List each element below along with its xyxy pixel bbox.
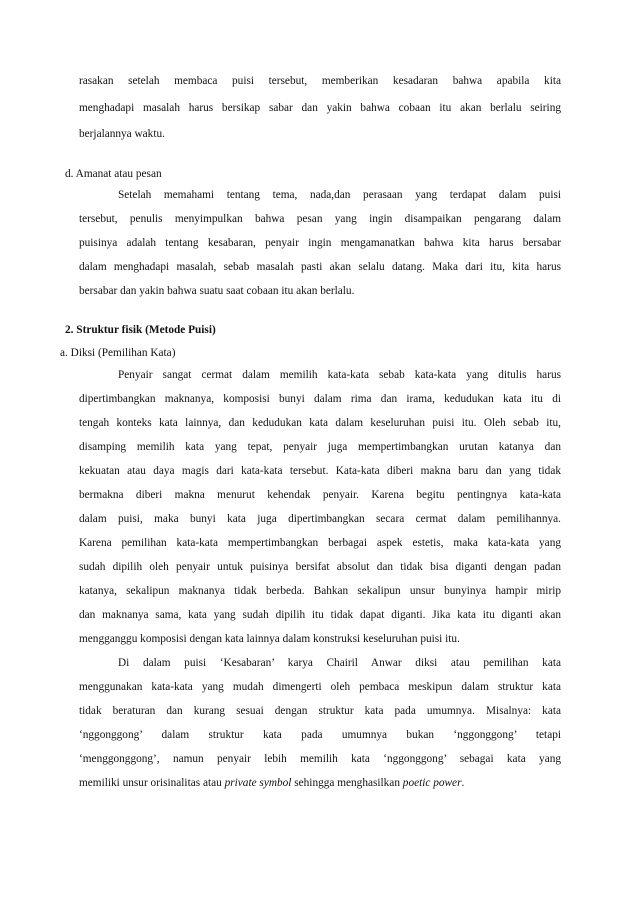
sub-heading-diksi: a. Diksi (Pemilihan Kata)	[60, 347, 176, 359]
paragraph-line: disamping memilih kata yang tepat, penyair juga mempertimbangkan urutan katanya dan	[79, 441, 561, 453]
paragraph-line: Karena pemilihan kata-kata mempertimbangkan berbagai aspek estetis, maka kata-kata yang	[79, 537, 561, 549]
section-heading-amanat: d. Amanat atau pesan	[65, 168, 162, 180]
paragraph-line: tidak beraturan dan kurang sesuai dengan struktur kata pada umumnya. Misalnya: kata	[79, 705, 561, 717]
italic-term: poetic power	[402, 777, 462, 789]
paragraph-line: rasakan setelah membaca puisi tersebut, memberikan kesadaran bahwa apabila kita	[79, 75, 561, 87]
paragraph-line: dan maknanya sama, kata yang sudah dipilih itu tidak dapat diganti. Jika kata itu diganti akan	[79, 609, 561, 621]
paragraph-line-last	[79, 776, 561, 790]
paragraph-line: dalam menghadapi masalah, sebab masalah pasti akan selalu datang. Maka dari itu, kita harus	[79, 261, 561, 273]
paragraph-line: katanya, sekalipun maknanya tidak berbeda. Bahkan sekalipun unsur bunyinya hampir mirip	[79, 585, 561, 597]
paragraph-line: dipertimbangkan maknanya, komposisi bunyi dalam rima dan irama, kedudukan kata itu di	[79, 393, 561, 405]
paragraph-line: ‘nggonggong’ dalam struktur kata pada umumnya bukan ‘nggonggong’ tetapi	[79, 729, 561, 741]
text-run: memiliki unsur orisinalitas atau	[79, 777, 225, 789]
paragraph-line: bermakna diberi makna menurut kehendak penyair. Karena begitu pentingnya kata-kata	[79, 489, 561, 501]
paragraph-line: tengah konteks kata lainnya, dan kedudukan kata dalam keseluruhan puisi itu. Oleh sebab itu,	[79, 417, 561, 429]
paragraph-line: menggunakan kata-kata yang mudah dimengerti oleh pembaca meskipun dalam struktur kata	[79, 681, 561, 693]
text-run: sehingga menghasilkan	[291, 777, 403, 789]
paragraph-line: puisinya adalah tentang kesabaran, penyair ingin mengamanatkan bahwa kita harus bersabar	[79, 237, 561, 249]
paragraph-line: tersebut, penulis menyimpulkan bahwa pesan yang ingin disampaikan pengarang dalam	[79, 213, 561, 225]
italic-term: private symbol	[224, 777, 292, 789]
text-run: .	[461, 777, 465, 789]
paragraph-line: menghadapi masalah harus bersikap sabar dan yakin bahwa cobaan itu akan berlalu seiring	[79, 102, 561, 114]
paragraph-line: mengganggu komposisi dengan kata lainnya dalam konstruksi keseluruhan puisi itu.	[79, 633, 460, 645]
paragraph-line: Di dalam puisi ‘Kesabaran’ karya Chairil Anwar diksi atau pemilihan kata	[118, 657, 561, 669]
paragraph-line: sudah dipilih oleh penyair untuk puisinya bersifat absolut dan tidak bisa diganti dengan padan	[79, 561, 561, 573]
paragraph-line: dalam puisi, maka bunyi kata juga dipertimbangkan secara cermat dalam pemilihannya.	[79, 513, 561, 525]
paragraph-line: Setelah memahami tentang tema, nada,dan perasaan yang terdapat dalam puisi	[118, 189, 561, 201]
paragraph-line: ‘menggonggong’, namun penyair lebih memilih kata ‘nggonggong’ sebagai kata yang	[79, 753, 561, 765]
paragraph-line: bersabar dan yakin bahwa suatu saat cobaan itu akan berlalu.	[79, 285, 355, 297]
paragraph-line: kekuatan atau daya magis dari kata-kata tersebut. Kata-kata diberi makna baru dan yang tidak	[79, 465, 561, 477]
section-heading-struktur-fisik: 2. Struktur fisik (Metode Puisi)	[65, 324, 216, 336]
paragraph-line: berjalannya waktu.	[79, 128, 165, 140]
paragraph-line: Penyair sangat cermat dalam memilih kata-kata sebab kata-kata yang ditulis harus	[118, 369, 561, 381]
